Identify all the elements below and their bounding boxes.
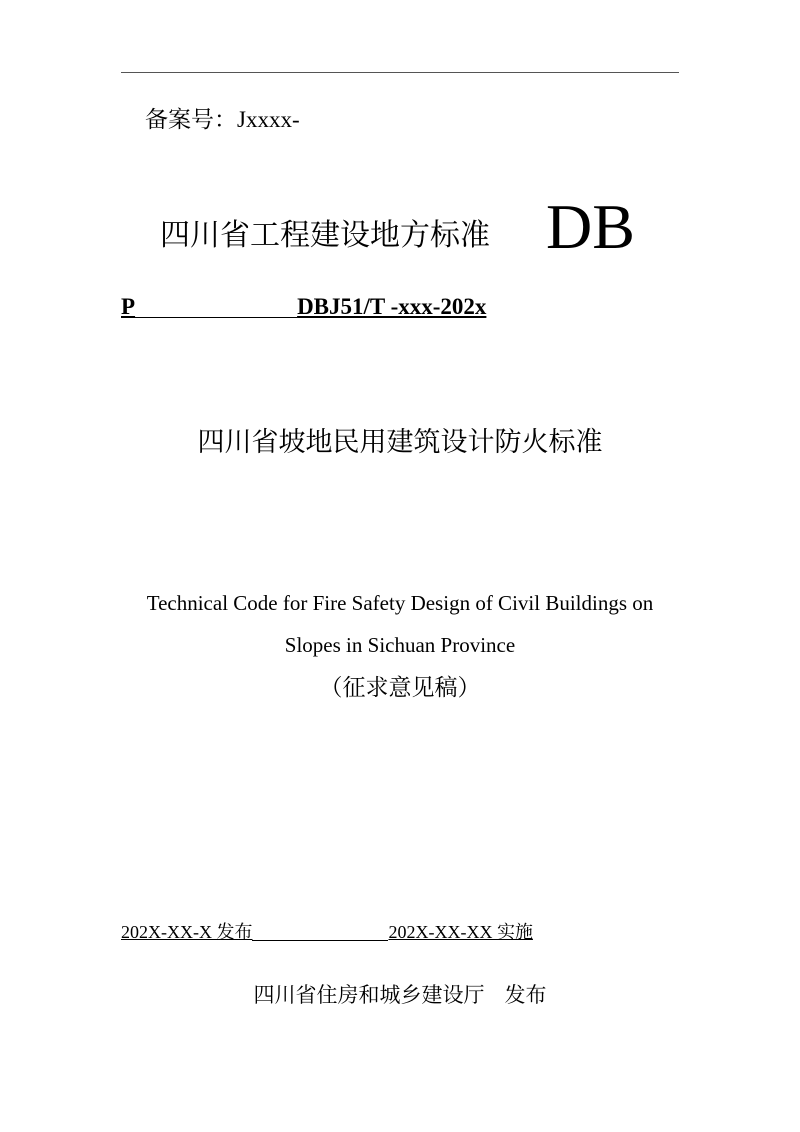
- title-en-line1: Technical Code for Fire Safety Design of Civil Buildings on: [146, 591, 654, 615]
- standard-code-line: [121, 293, 497, 321]
- title-en-line2: Slopes in Sichuan Province: [284, 633, 516, 657]
- publisher: 四川省住房和城乡建设厅 发布: [253, 983, 547, 1007]
- implement-date: 202X-XX-XX 实施: [388, 922, 533, 942]
- draft-note: （征求意见稿）: [319, 675, 481, 701]
- standard-code: DBJ51/T -xxx-202x: [297, 294, 487, 319]
- title-cn: 四川省坡地民用建筑设计防火标准: [197, 427, 603, 458]
- top-rule: [121, 72, 679, 73]
- standard-category: 四川省工程建设地方标准: [160, 218, 490, 253]
- standard-prefix: P: [121, 294, 136, 319]
- publish-date: 202X-XX-X 发布: [121, 922, 253, 942]
- record-label: 备案号：: [145, 107, 237, 133]
- dates-line: [121, 919, 533, 946]
- record-number-row: [145, 104, 300, 136]
- record-number: Jxxxx-: [237, 107, 300, 132]
- standard-code-big: DB: [546, 191, 635, 262]
